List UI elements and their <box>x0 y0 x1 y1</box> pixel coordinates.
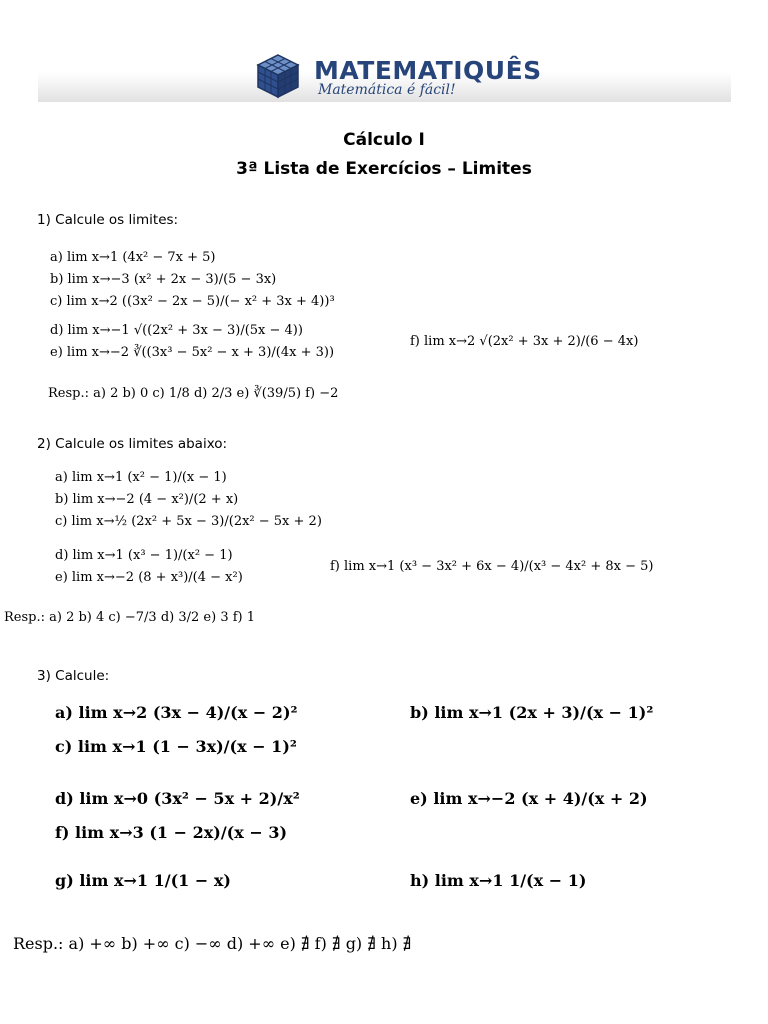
q1-item-e: e) lim x→−2 ∛((3x³ − 5x² − x + 3)/(4x + 3)) <box>50 345 335 360</box>
q2-item-a: a) lim x→1 (x² − 1)/(x − 1) <box>55 470 227 485</box>
q1-item-c: c) lim x→2 ((3x² − 2x − 5)/(− x² + 3x + 4))³ <box>50 294 335 309</box>
q3-item-a: a) lim x→2 (3x − 4)/(x − 2)² <box>55 703 298 722</box>
q3-answers: Resp.: a) +∞ b) +∞ c) −∞ d) +∞ e) ∄ f) ∄ g) ∄ h) ∄ <box>13 934 412 953</box>
q3-item-g: g) lim x→1 1/(1 − x) <box>55 871 231 890</box>
q3-item-b: b) lim x→1 (2x + 3)/(x − 1)² <box>410 703 654 722</box>
q2-item-b: b) lim x→−2 (4 − x²)/(2 + x) <box>55 492 239 507</box>
q3-item-h: h) lim x→1 1/(x − 1) <box>410 871 587 890</box>
page-subtitle: 3ª Lista de Exercícios – Limites <box>236 159 532 179</box>
q1-answers: Resp.: a) 2 b) 0 c) 1/8 d) 2/3 e) ∛(39/5) f) −2 <box>48 386 339 401</box>
cube-logo-icon <box>254 52 302 100</box>
q3-item-c: c) lim x→1 (1 − 3x)/(x − 1)² <box>55 737 297 756</box>
q1-label: 1) Calcule os limites: <box>37 212 179 228</box>
brand-name: MATEMATIQUÊS <box>314 56 542 85</box>
q2-answers: Resp.: a) 2 b) 4 c) −7/3 d) 3/2 e) 3 f) 1 <box>4 610 256 625</box>
q1-item-a: a) lim x→1 (4x² − 7x + 5) <box>50 250 216 265</box>
q1-item-d: d) lim x→−1 √((2x² + 3x − 3)/(5x − 4)) <box>50 323 303 338</box>
q3-item-f: f) lim x→3 (1 − 2x)/(x − 3) <box>55 823 288 842</box>
page-title: Cálculo I <box>343 130 425 150</box>
q2-item-c: c) lim x→½ (2x² + 5x − 3)/(2x² − 5x + 2) <box>55 514 322 529</box>
q2-item-d: d) lim x→1 (x³ − 1)/(x² − 1) <box>55 548 233 563</box>
q1-item-f: f) lim x→2 √(2x² + 3x + 2)/(6 − 4x) <box>410 334 639 349</box>
q2-item-f: f) lim x→1 (x³ − 3x² + 6x − 4)/(x³ − 4x² + 8x − 5) <box>330 559 654 574</box>
q1-item-b: b) lim x→−3 (x² + 2x − 3)/(5 − 3x) <box>50 272 277 287</box>
brand-tagline: Matemática é fácil! <box>318 82 456 98</box>
q3-item-d: d) lim x→0 (3x² − 5x + 2)/x² <box>55 789 300 808</box>
q2-label: 2) Calcule os limites abaixo: <box>37 436 228 452</box>
q3-item-e: e) lim x→−2 (x + 4)/(x + 2) <box>410 789 648 808</box>
q2-item-e: e) lim x→−2 (8 + x³)/(4 − x²) <box>55 570 243 585</box>
q3-label: 3) Calcule: <box>37 668 110 684</box>
